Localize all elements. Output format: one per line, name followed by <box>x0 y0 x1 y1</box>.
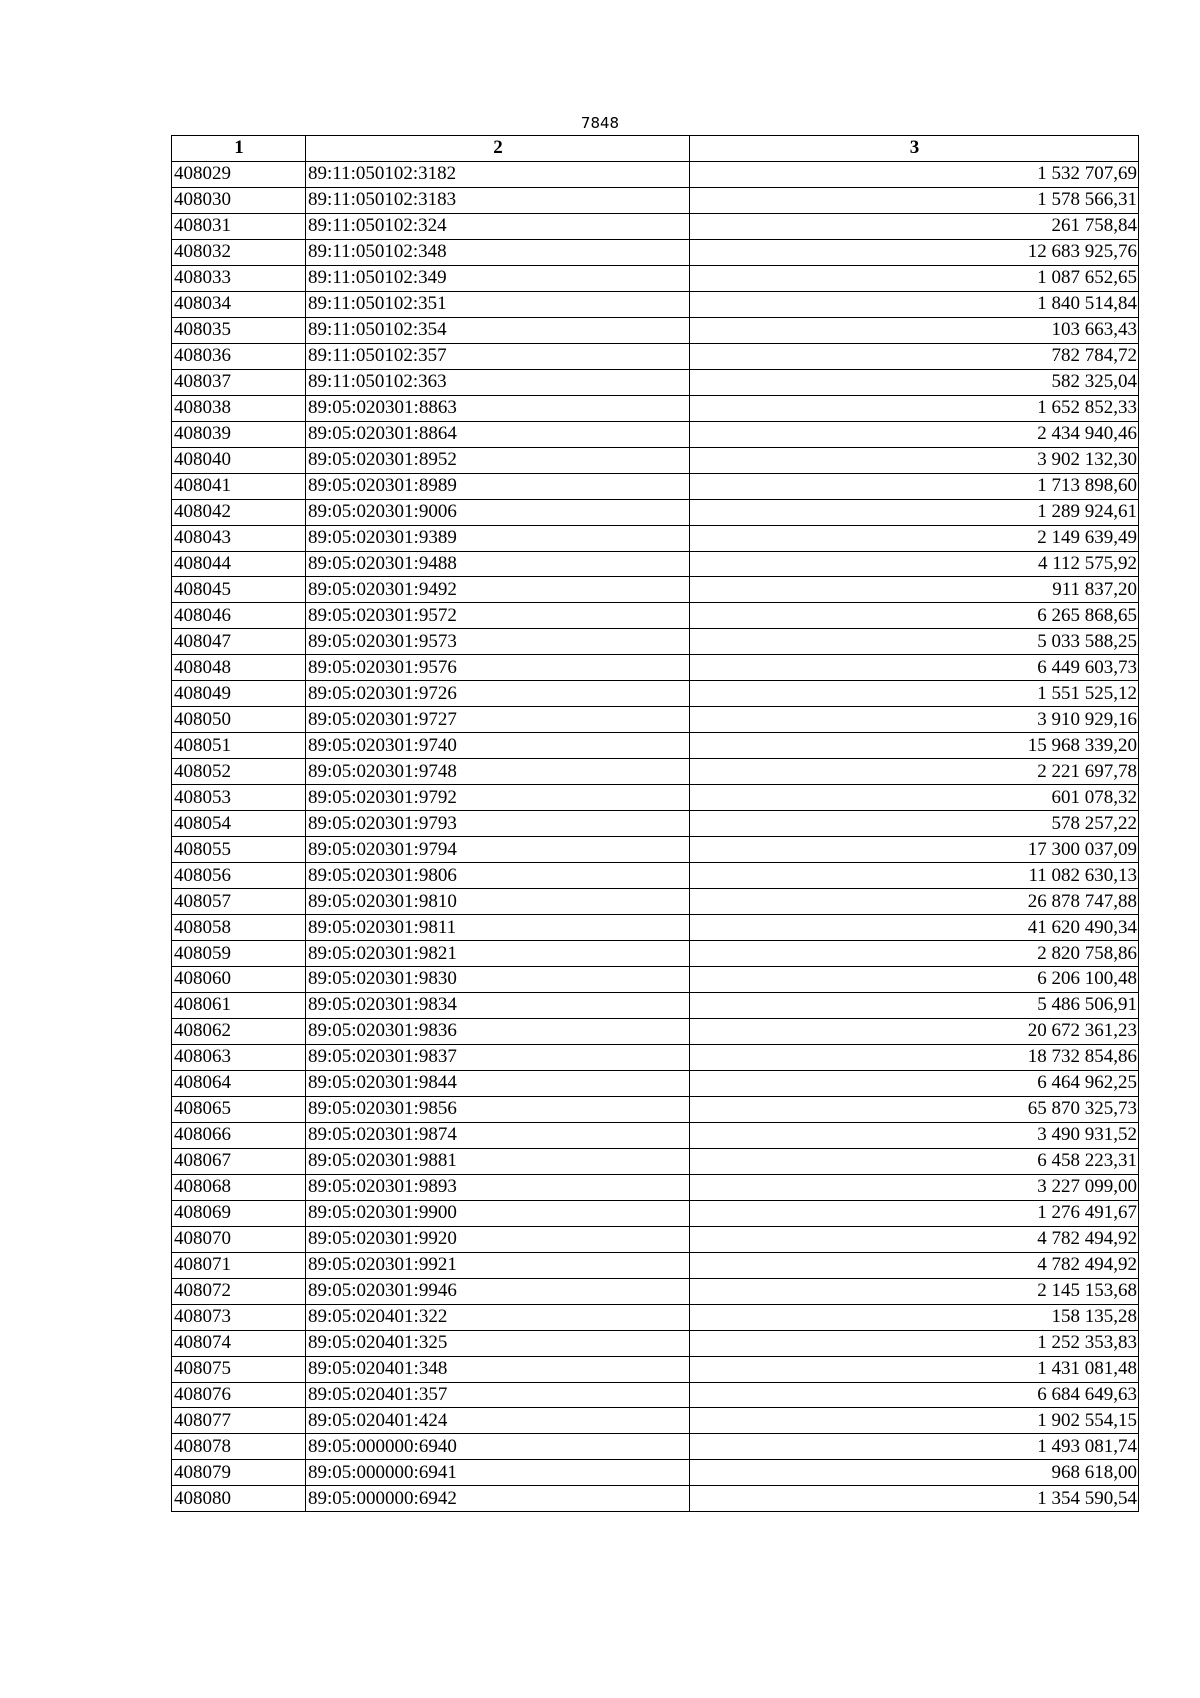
cadastral-number-cell: 89:05:020301:9856 <box>306 1096 690 1122</box>
cadastral-number-cell: 89:05:020301:9821 <box>306 941 690 967</box>
cadastral-value-cell: 2 149 639,49 <box>690 525 1139 551</box>
cadastral-value-cell: 20 672 361,23 <box>690 1018 1139 1044</box>
table-row <box>172 1460 1139 1486</box>
row-number-cell: 408044 <box>172 551 306 577</box>
row-number-cell: 408057 <box>172 889 306 915</box>
cadastral-value-cell: 1 840 514,84 <box>690 291 1139 317</box>
row-number-cell: 408038 <box>172 395 306 421</box>
table-header-row <box>172 136 1139 162</box>
cadastral-value-table <box>171 135 1139 1512</box>
table-row <box>172 213 1139 239</box>
table-row <box>172 551 1139 577</box>
cadastral-value-cell: 12 683 925,76 <box>690 239 1139 265</box>
cadastral-value-cell: 968 618,00 <box>690 1460 1139 1486</box>
row-number-cell: 408080 <box>172 1486 306 1512</box>
table-row <box>172 681 1139 707</box>
cadastral-value-cell: 5 033 588,25 <box>690 629 1139 655</box>
cadastral-value-cell: 11 082 630,13 <box>690 863 1139 889</box>
table-row <box>172 629 1139 655</box>
cadastral-number-cell: 89:05:020301:9726 <box>306 681 690 707</box>
column-header-1: 1 <box>172 136 306 162</box>
cadastral-value-cell: 1 578 566,31 <box>690 187 1139 213</box>
table-row <box>172 343 1139 369</box>
row-number-cell: 408042 <box>172 499 306 525</box>
cadastral-number-cell: 89:05:020301:9389 <box>306 525 690 551</box>
row-number-cell: 408061 <box>172 992 306 1018</box>
cadastral-value-cell: 3 910 929,16 <box>690 707 1139 733</box>
cadastral-value-cell: 3 227 099,00 <box>690 1174 1139 1200</box>
row-number-cell: 408046 <box>172 603 306 629</box>
table-row <box>172 1252 1139 1278</box>
cadastral-number-cell: 89:05:020301:9900 <box>306 1200 690 1226</box>
column-header-2: 2 <box>306 136 690 162</box>
cadastral-number-cell: 89:05:020401:357 <box>306 1382 690 1408</box>
row-number-cell: 408050 <box>172 707 306 733</box>
cadastral-number-cell: 89:05:000000:6940 <box>306 1434 690 1460</box>
cadastral-number-cell: 89:05:020301:8989 <box>306 473 690 499</box>
cadastral-number-cell: 89:05:020301:9006 <box>306 499 690 525</box>
cadastral-value-cell: 1 289 924,61 <box>690 499 1139 525</box>
table-row <box>172 1356 1139 1382</box>
table-row <box>172 603 1139 629</box>
cadastral-value-cell: 1 276 491,67 <box>690 1200 1139 1226</box>
row-number-cell: 408031 <box>172 213 306 239</box>
table-row <box>172 577 1139 603</box>
cadastral-number-cell: 89:05:020301:9748 <box>306 759 690 785</box>
cadastral-value-cell: 261 758,84 <box>690 213 1139 239</box>
table-row <box>172 317 1139 343</box>
table-row <box>172 395 1139 421</box>
cadastral-value-cell: 4 112 575,92 <box>690 551 1139 577</box>
cadastral-value-cell: 2 820 758,86 <box>690 941 1139 967</box>
table-row <box>172 1096 1139 1122</box>
cadastral-value-cell: 17 300 037,09 <box>690 837 1139 863</box>
table-row <box>172 161 1139 187</box>
table-row <box>172 759 1139 785</box>
row-number-cell: 408070 <box>172 1226 306 1252</box>
cadastral-number-cell: 89:11:050102:351 <box>306 291 690 317</box>
cadastral-number-cell: 89:05:020301:9946 <box>306 1278 690 1304</box>
row-number-cell: 408045 <box>172 577 306 603</box>
table-row <box>172 1382 1139 1408</box>
cadastral-number-cell: 89:05:020301:9844 <box>306 1070 690 1096</box>
cadastral-value-cell: 6 458 223,31 <box>690 1148 1139 1174</box>
cadastral-value-cell: 1 354 590,54 <box>690 1486 1139 1512</box>
row-number-cell: 408041 <box>172 473 306 499</box>
cadastral-number-cell: 89:11:050102:3183 <box>306 187 690 213</box>
row-number-cell: 408033 <box>172 265 306 291</box>
cadastral-value-cell: 582 325,04 <box>690 369 1139 395</box>
row-number-cell: 408043 <box>172 525 306 551</box>
cadastral-value-cell: 1 551 525,12 <box>690 681 1139 707</box>
table-row <box>172 655 1139 681</box>
table-row <box>172 733 1139 759</box>
cadastral-number-cell: 89:05:020301:9740 <box>306 733 690 759</box>
table-row <box>172 941 1139 967</box>
cadastral-number-cell: 89:05:020301:9806 <box>306 863 690 889</box>
table-row <box>172 1044 1139 1070</box>
cadastral-value-cell: 4 782 494,92 <box>690 1226 1139 1252</box>
row-number-cell: 408066 <box>172 1122 306 1148</box>
cadastral-number-cell: 89:05:020401:348 <box>306 1356 690 1382</box>
cadastral-value-cell: 6 684 649,63 <box>690 1382 1139 1408</box>
row-number-cell: 408073 <box>172 1304 306 1330</box>
cadastral-number-cell: 89:05:020301:8952 <box>306 447 690 473</box>
cadastral-number-cell: 89:05:020401:322 <box>306 1304 690 1330</box>
table-row <box>172 863 1139 889</box>
row-number-cell: 408076 <box>172 1382 306 1408</box>
row-number-cell: 408035 <box>172 317 306 343</box>
row-number-cell: 408052 <box>172 759 306 785</box>
table-row <box>172 967 1139 993</box>
cadastral-value-cell: 3 902 132,30 <box>690 447 1139 473</box>
cadastral-number-cell: 89:05:020301:9837 <box>306 1044 690 1070</box>
row-number-cell: 408071 <box>172 1252 306 1278</box>
row-number-cell: 408034 <box>172 291 306 317</box>
cadastral-number-cell: 89:05:020301:9830 <box>306 967 690 993</box>
cadastral-number-cell: 89:05:020301:9492 <box>306 577 690 603</box>
table-row <box>172 291 1139 317</box>
row-number-cell: 408054 <box>172 811 306 837</box>
cadastral-number-cell: 89:05:020301:8864 <box>306 421 690 447</box>
cadastral-number-cell: 89:05:020301:9920 <box>306 1226 690 1252</box>
row-number-cell: 408075 <box>172 1356 306 1382</box>
table-row <box>172 1486 1139 1512</box>
table-row <box>172 499 1139 525</box>
column-header-3: 3 <box>690 136 1139 162</box>
table-body <box>172 161 1139 1511</box>
cadastral-value-cell: 1 493 081,74 <box>690 1434 1139 1460</box>
cadastral-number-cell: 89:05:020301:9793 <box>306 811 690 837</box>
cadastral-value-cell: 103 663,43 <box>690 317 1139 343</box>
cadastral-number-cell: 89:05:020301:9811 <box>306 915 690 941</box>
cadastral-number-cell: 89:11:050102:363 <box>306 369 690 395</box>
cadastral-value-cell: 782 784,72 <box>690 343 1139 369</box>
cadastral-number-cell: 89:11:050102:349 <box>306 265 690 291</box>
cadastral-value-cell: 41 620 490,34 <box>690 915 1139 941</box>
cadastral-number-cell: 89:05:020301:9792 <box>306 785 690 811</box>
cadastral-number-cell: 89:05:000000:6942 <box>306 1486 690 1512</box>
table-row <box>172 369 1139 395</box>
row-number-cell: 408051 <box>172 733 306 759</box>
cadastral-value-cell: 6 449 603,73 <box>690 655 1139 681</box>
cadastral-number-cell: 89:05:020401:325 <box>306 1330 690 1356</box>
row-number-cell: 408062 <box>172 1018 306 1044</box>
cadastral-value-cell: 1 087 652,65 <box>690 265 1139 291</box>
cadastral-value-cell: 2 434 940,46 <box>690 421 1139 447</box>
cadastral-number-cell: 89:11:050102:3182 <box>306 161 690 187</box>
row-number-cell: 408068 <box>172 1174 306 1200</box>
row-number-cell: 408064 <box>172 1070 306 1096</box>
cadastral-value-cell: 1 532 707,69 <box>690 161 1139 187</box>
table-row <box>172 837 1139 863</box>
row-number-cell: 408056 <box>172 863 306 889</box>
table-row <box>172 915 1139 941</box>
row-number-cell: 408040 <box>172 447 306 473</box>
cadastral-number-cell: 89:05:020301:9576 <box>306 655 690 681</box>
cadastral-number-cell: 89:11:050102:324 <box>306 213 690 239</box>
cadastral-number-cell: 89:05:020301:9572 <box>306 603 690 629</box>
cadastral-value-cell: 911 837,20 <box>690 577 1139 603</box>
cadastral-value-cell: 578 257,22 <box>690 811 1139 837</box>
row-number-cell: 408063 <box>172 1044 306 1070</box>
row-number-cell: 408079 <box>172 1460 306 1486</box>
table-row <box>172 265 1139 291</box>
page-number: 7848 <box>580 114 620 132</box>
cadastral-value-cell: 601 078,32 <box>690 785 1139 811</box>
row-number-cell: 408039 <box>172 421 306 447</box>
cadastral-number-cell: 89:05:020301:9810 <box>306 889 690 915</box>
row-number-cell: 408047 <box>172 629 306 655</box>
cadastral-value-cell: 6 464 962,25 <box>690 1070 1139 1096</box>
table-row <box>172 421 1139 447</box>
table-row <box>172 525 1139 551</box>
row-number-cell: 408055 <box>172 837 306 863</box>
table-row <box>172 707 1139 733</box>
cadastral-number-cell: 89:05:020301:9727 <box>306 707 690 733</box>
cadastral-number-cell: 89:05:020301:9794 <box>306 837 690 863</box>
row-number-cell: 408029 <box>172 161 306 187</box>
row-number-cell: 408032 <box>172 239 306 265</box>
table-row <box>172 1018 1139 1044</box>
row-number-cell: 408069 <box>172 1200 306 1226</box>
cadastral-number-cell: 89:05:020301:9921 <box>306 1252 690 1278</box>
table-row <box>172 1200 1139 1226</box>
table-row <box>172 1226 1139 1252</box>
cadastral-number-cell: 89:05:020301:9881 <box>306 1148 690 1174</box>
table-row <box>172 239 1139 265</box>
cadastral-number-cell: 89:05:020301:9834 <box>306 992 690 1018</box>
row-number-cell: 408067 <box>172 1148 306 1174</box>
cadastral-value-cell: 1 902 554,15 <box>690 1408 1139 1434</box>
row-number-cell: 408072 <box>172 1278 306 1304</box>
row-number-cell: 408053 <box>172 785 306 811</box>
table-row <box>172 1122 1139 1148</box>
table-row <box>172 1174 1139 1200</box>
table-row <box>172 1330 1139 1356</box>
row-number-cell: 408030 <box>172 187 306 213</box>
table-row <box>172 889 1139 915</box>
cadastral-number-cell: 89:05:020301:9874 <box>306 1122 690 1148</box>
cadastral-value-cell: 26 878 747,88 <box>690 889 1139 915</box>
cadastral-number-cell: 89:11:050102:354 <box>306 317 690 343</box>
row-number-cell: 408077 <box>172 1408 306 1434</box>
table-row <box>172 1278 1139 1304</box>
cadastral-number-cell: 89:05:020401:424 <box>306 1408 690 1434</box>
row-number-cell: 408058 <box>172 915 306 941</box>
cadastral-value-cell: 65 870 325,73 <box>690 1096 1139 1122</box>
cadastral-value-cell: 1 652 852,33 <box>690 395 1139 421</box>
table-row <box>172 1070 1139 1096</box>
row-number-cell: 408060 <box>172 967 306 993</box>
row-number-cell: 408036 <box>172 343 306 369</box>
cadastral-value-cell: 2 145 153,68 <box>690 1278 1139 1304</box>
row-number-cell: 408048 <box>172 655 306 681</box>
cadastral-number-cell: 89:05:020301:9836 <box>306 1018 690 1044</box>
row-number-cell: 408059 <box>172 941 306 967</box>
row-number-cell: 408074 <box>172 1330 306 1356</box>
table-row <box>172 187 1139 213</box>
cadastral-number-cell: 89:11:050102:357 <box>306 343 690 369</box>
cadastral-value-cell: 15 968 339,20 <box>690 733 1139 759</box>
table-row <box>172 811 1139 837</box>
row-number-cell: 408078 <box>172 1434 306 1460</box>
table-row <box>172 992 1139 1018</box>
cadastral-value-cell: 6 265 868,65 <box>690 603 1139 629</box>
cadastral-number-cell: 89:05:020301:9573 <box>306 629 690 655</box>
row-number-cell: 408049 <box>172 681 306 707</box>
table-row <box>172 1408 1139 1434</box>
table-row <box>172 785 1139 811</box>
cadastral-value-cell: 6 206 100,48 <box>690 967 1139 993</box>
cadastral-number-cell: 89:05:020301:9893 <box>306 1174 690 1200</box>
table-row <box>172 1434 1139 1460</box>
row-number-cell: 408037 <box>172 369 306 395</box>
cadastral-number-cell: 89:05:020301:8863 <box>306 395 690 421</box>
cadastral-number-cell: 89:11:050102:348 <box>306 239 690 265</box>
cadastral-value-cell: 1 713 898,60 <box>690 473 1139 499</box>
cadastral-value-cell: 158 135,28 <box>690 1304 1139 1330</box>
cadastral-value-cell: 1 431 081,48 <box>690 1356 1139 1382</box>
table-row <box>172 473 1139 499</box>
cadastral-value-cell: 3 490 931,52 <box>690 1122 1139 1148</box>
table-row <box>172 447 1139 473</box>
cadastral-number-cell: 89:05:020301:9488 <box>306 551 690 577</box>
table-row <box>172 1304 1139 1330</box>
cadastral-value-cell: 1 252 353,83 <box>690 1330 1139 1356</box>
cadastral-value-cell: 2 221 697,78 <box>690 759 1139 785</box>
table-row <box>172 1148 1139 1174</box>
cadastral-number-cell: 89:05:000000:6941 <box>306 1460 690 1486</box>
cadastral-value-cell: 5 486 506,91 <box>690 992 1139 1018</box>
cadastral-value-cell: 18 732 854,86 <box>690 1044 1139 1070</box>
row-number-cell: 408065 <box>172 1096 306 1122</box>
cadastral-value-cell: 4 782 494,92 <box>690 1252 1139 1278</box>
